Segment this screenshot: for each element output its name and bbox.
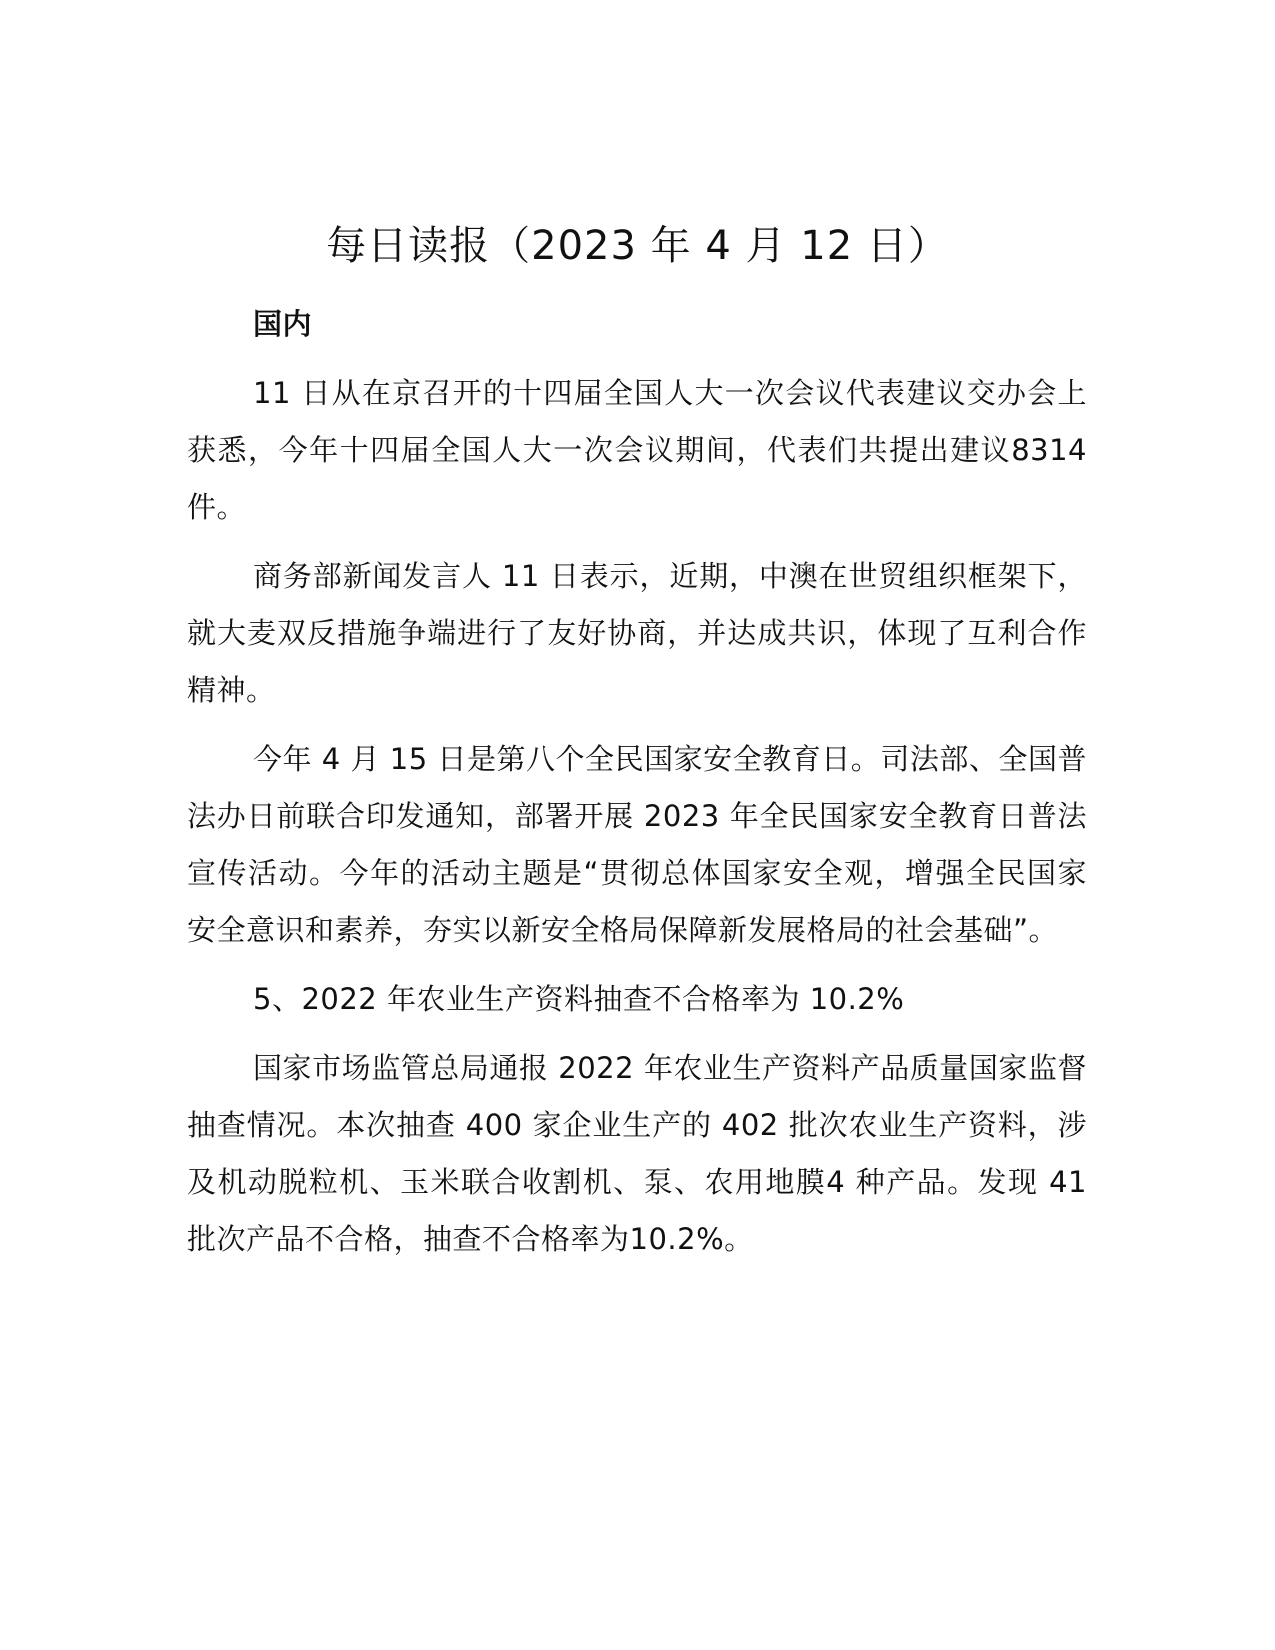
paragraph-national-security-day: 今年 4 月 15 日是第八个全民国家安全教育日。司法部、全国普法办日前联合印发通知，部署开展 2023 年全民国家安全教育日普法宣传活动。今年的活动主题是“贯彻总体国家安全观，增强全民国家安全意识和素养，夯实以新安全格局保障新发展格局的社会基础”。 — [187, 742, 1087, 947]
paragraph-agri-inspection-headline: 5、2022 年农业生产资料抽查不合格率为 10.2% — [253, 982, 905, 1016]
paragraph-china-australia-trade: 商务部新闻发言人 11 日表示，近期，中澳在世贸组织框架下，就大麦双反措施争端进行了友好协商，并达成共识，体现了互利合作精神。 — [187, 559, 1087, 707]
page-title: 每日读报（2023 年 4 月 12 日） — [326, 223, 949, 269]
paragraph-agri-inspection-detail: 国家市场监管总局通报 2022 年农业生产资料产品质量国家监督抽查情况。本次抽查 400 家企业生产的 402 批次农业生产资料，涉及机动脱粒机、玉米联合收割机、泵、农用地膜4 种产品。发现 41 批次产品不合格，抽查不合格率为10.2%。 — [187, 1051, 1087, 1256]
section-heading: 国内 — [253, 307, 313, 341]
paragraph-npc-proposals: 11 日从在京召开的十四届全国人大一次会议代表建议交办会上获悉，今年十四届全国人大一次会议期间，代表们共提出建议8314 件。 — [187, 376, 1087, 524]
document-body — [187, 296, 1087, 1280]
